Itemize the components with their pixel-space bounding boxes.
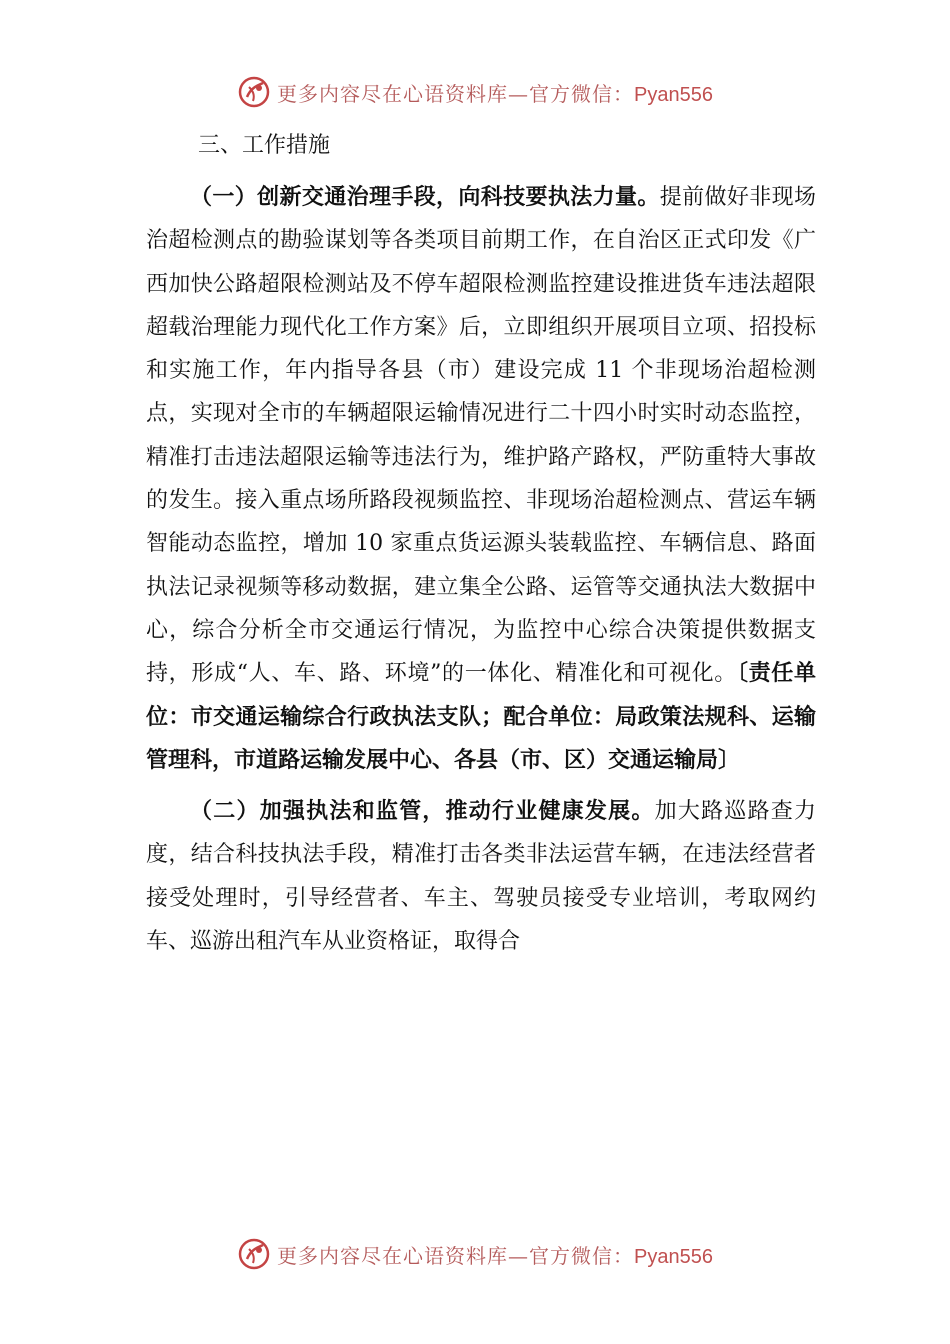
- header-banner-text: 更多内容尽在心语资料库—官方微信：Pyan556: [277, 81, 713, 106]
- paragraph-1-body: 提前做好非现场治超检测点的勘验谋划等各类项目前期工作，在自治区正式印发《广西加快公路超限检测站及不停车超限检测监控建设推进货车违法超限超载治理能力现代化工作方案》后，立即组织开展项目立项、招投标和实施工作，年内指导各县（市）建设完成 11 个非现场治超检测点，实现对全市的车辆超限运输情况进行二十四小时实时动态监控，精准打击违法超限运输等违法行为，维护路产路权，严防重特大事故的发生。接入重点场所路段视频监控、非现场治超检测点、营运车辆智能动态监控，增加 10 家重点货运源头装载监控、车辆信息、路面执法记录视频等移动数据，建立集全公路、运管等交通执法大数据中心，综合分析全市交通运行情况，为监控中心综合决策提供数据支持，形成“人、车、路、环境”的一体化、精准化和可视化。: [146, 185, 816, 687]
- paragraph-2-body: 加大路巡路查力度，结合科技执法手段，精准打击各类非法运营车辆，在违法经营者接受处理时，引导经营者、车主、驾驶员接受专业培训，考取网约车、巡游出租汽车从业资格证，取得合: [146, 799, 816, 955]
- rose-logo-icon: [237, 75, 271, 109]
- paragraph-1: [146, 176, 816, 782]
- header-watermark-banner: [0, 74, 950, 110]
- footer-watermark-banner: [0, 1236, 950, 1272]
- paragraph-2: [146, 790, 816, 963]
- document-body: [146, 126, 816, 963]
- paragraph-1-lead: （一）创新交通治理手段，向科技要执法力量。: [190, 185, 660, 210]
- footer-banner-text: 更多内容尽在心语资料库—官方微信：Pyan556: [277, 1243, 713, 1268]
- rose-logo-icon: [237, 1237, 271, 1271]
- responsibility-note: 〔责任单位：市交通运输综合行政执法支队；配合单位：局政策法规科、运输管理科，市道路运输发展中心、各县（市、区）交通运输局〕: [146, 661, 816, 773]
- section-heading: 三、工作措施: [198, 133, 331, 158]
- paragraph-2-lead: （二）加强执法和监管，推动行业健康发展。: [190, 799, 655, 825]
